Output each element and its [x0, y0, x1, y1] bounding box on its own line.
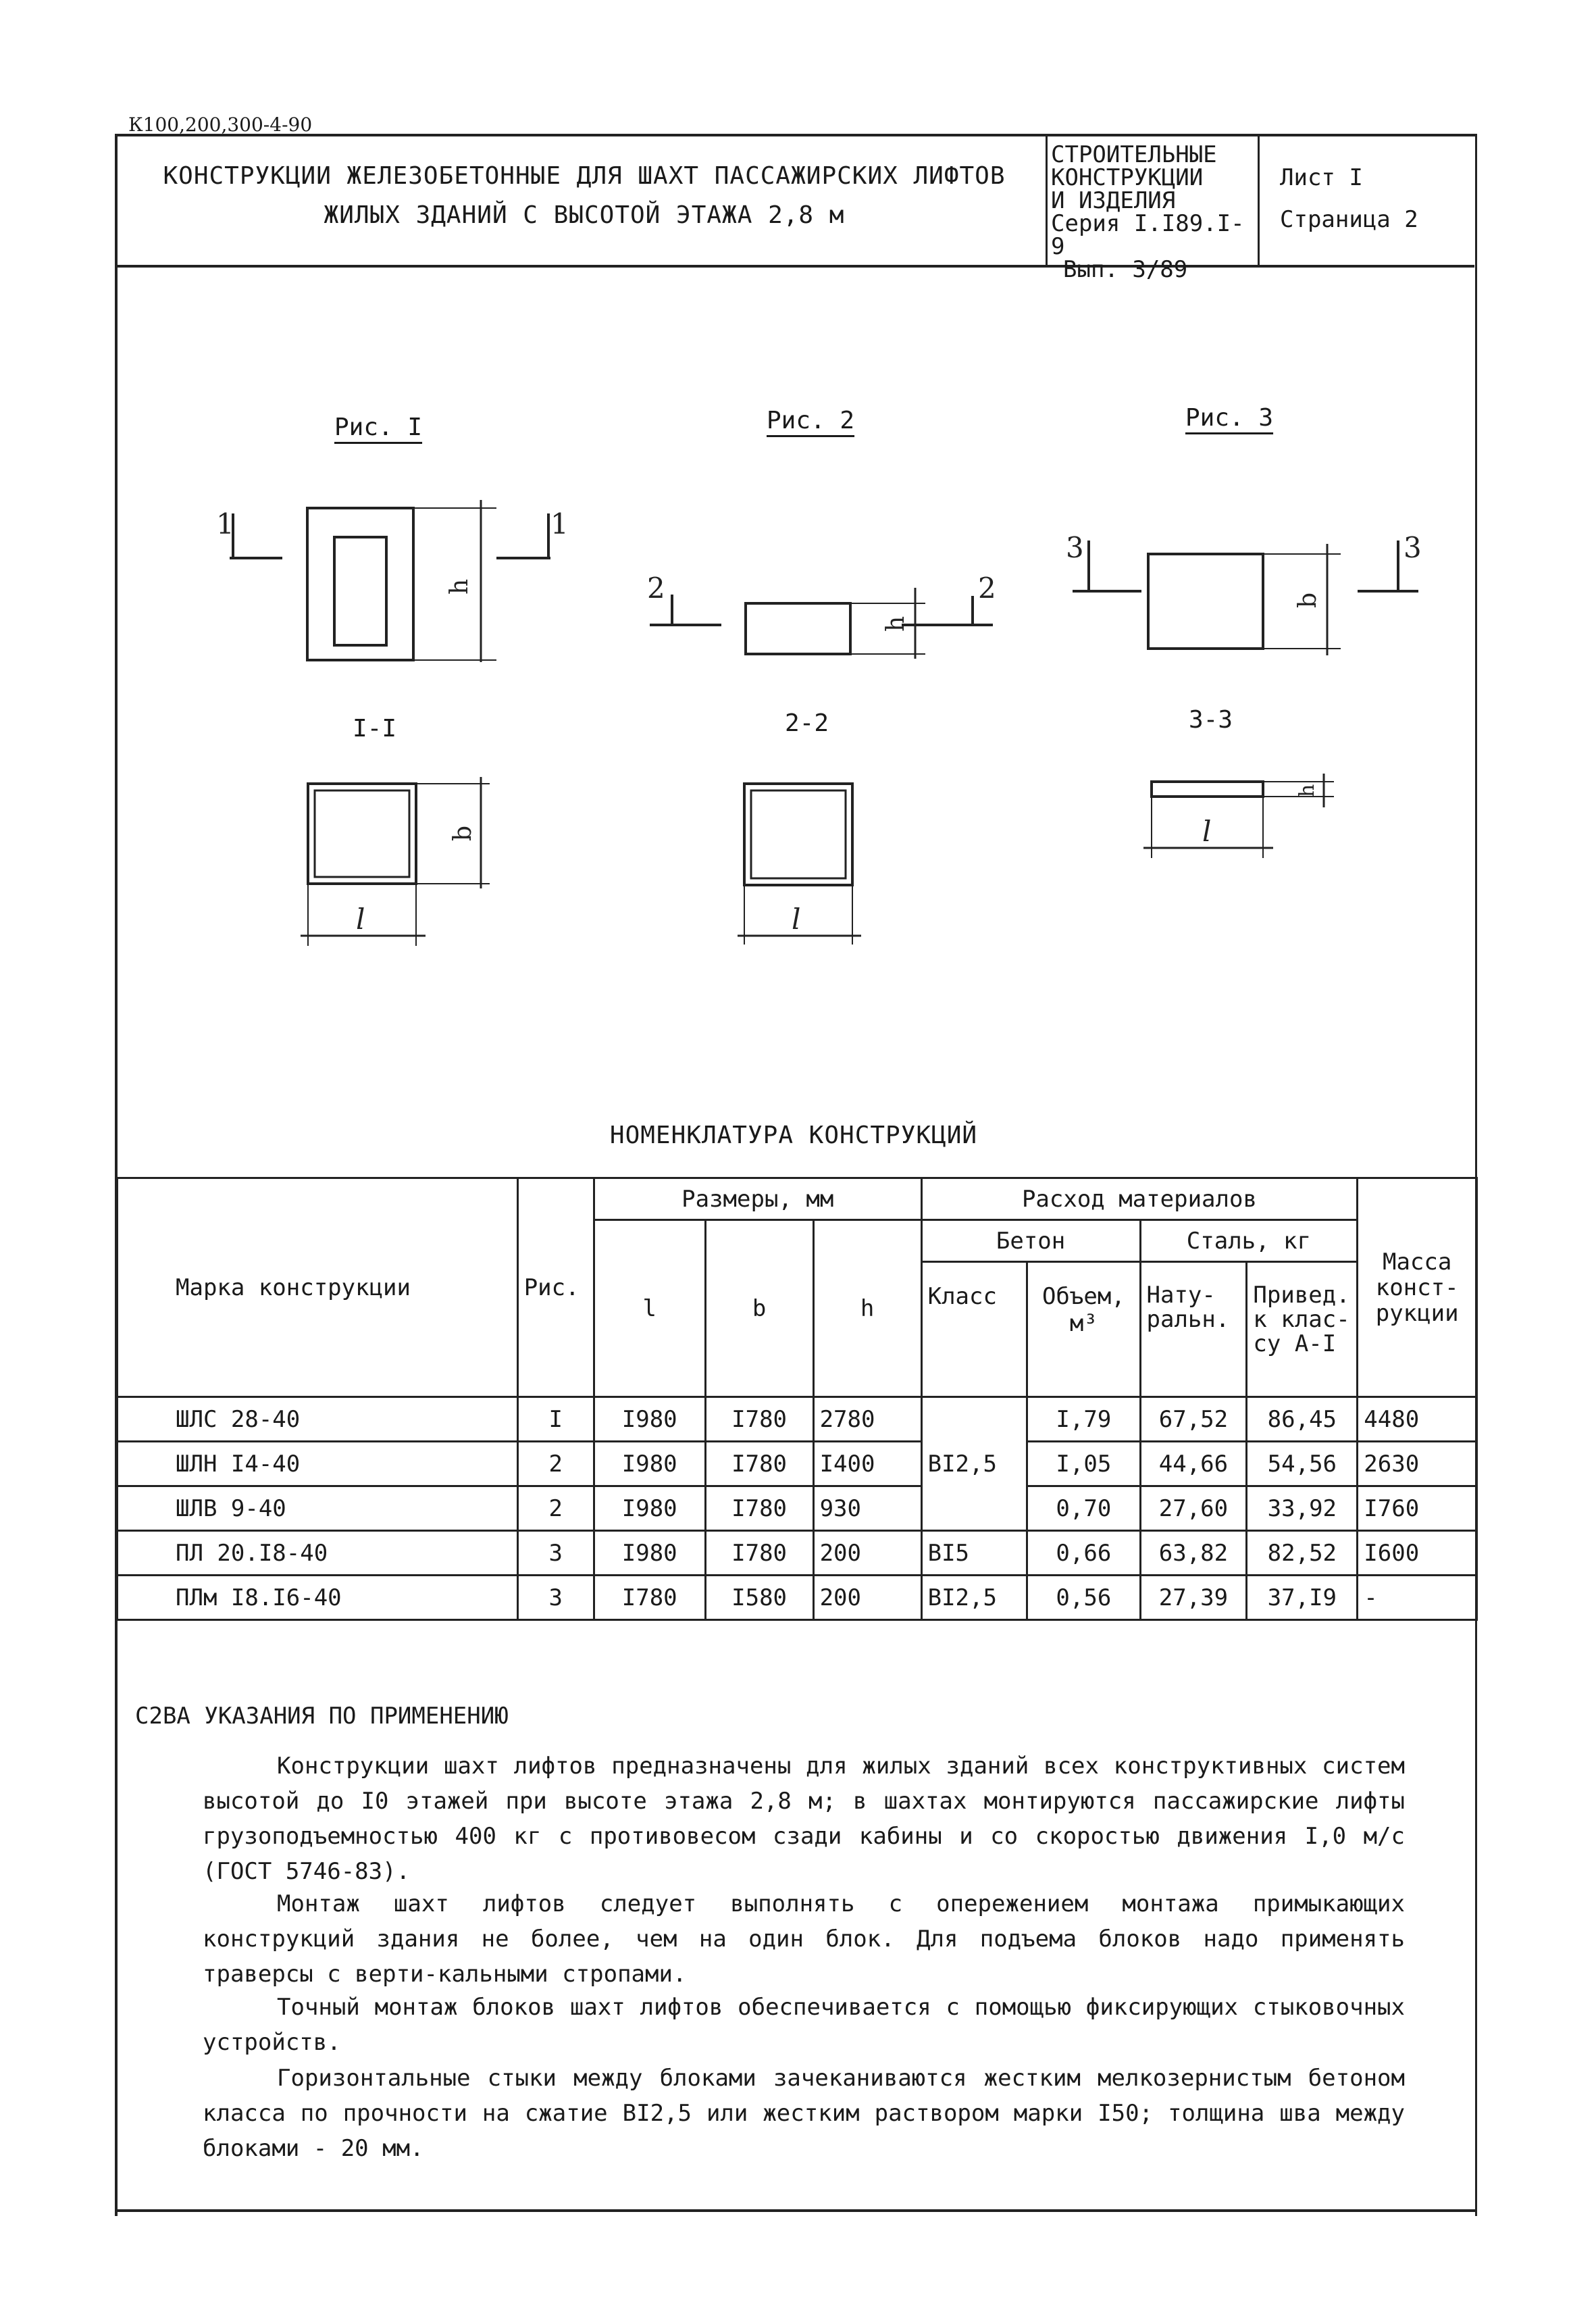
header-concrete: Бетон [921, 1220, 1140, 1262]
page-number: Страница 2 [1280, 206, 1418, 233]
cell-mass: 4480 [1358, 1397, 1477, 1442]
cell-volume: 0,56 [1027, 1576, 1140, 1620]
fig1-inner-outline [334, 537, 386, 645]
fig3-outline [1148, 554, 1263, 649]
cell-h: 930 [813, 1486, 921, 1531]
note-paragraph-2 [203, 1886, 1405, 1992]
dimension-label: h [1295, 784, 1319, 797]
cell-mark: ШЛВ 9-40 [118, 1486, 518, 1531]
cell-h: 2780 [813, 1397, 921, 1442]
figure-1-caption: Рис. I [334, 413, 423, 441]
cell-l: I980 [594, 1486, 705, 1531]
cell-class: BI2,5 [921, 1576, 1027, 1620]
nomenclature-table [116, 1177, 1478, 1621]
dimension-label: l [356, 903, 365, 936]
paragraph-rest: здания не более, чем на один блок. Для подъема блоков надо применять траверсы с верти-кальными стропами. [203, 1926, 1405, 1988]
figure-3-caption: Рис. 3 [1185, 404, 1274, 432]
table-heading: НОМЕНКЛАТУРА КОНСТРУКЦИЙ [609, 1122, 978, 1149]
header-fig: Рис. [517, 1178, 594, 1397]
cell-mark: ШЛС 28-40 [118, 1397, 518, 1442]
table-row [118, 1531, 1477, 1576]
title-line: ЖИЛЫХ ЗДАНИЙ С ВЫСОТОЙ ЭТАЖА 2,8 м [324, 201, 845, 229]
series-line: И ИЗДЕЛИЯ [1051, 187, 1176, 214]
section3-slab-outline [1152, 782, 1263, 797]
table-row [118, 1442, 1477, 1486]
cell-b: I780 [705, 1442, 813, 1486]
figure-2-caption: Рис. 2 [767, 407, 855, 434]
cell-l: I780 [594, 1576, 705, 1620]
paragraph-rest: устройств. [203, 2029, 341, 2056]
note-paragraph-1 [203, 1749, 1405, 1889]
cell-fig: 3 [517, 1531, 594, 1576]
series-line: Серия I.I89.I-9 [1051, 210, 1245, 260]
cell-steel-reduced: 82,52 [1247, 1531, 1358, 1576]
cut-mark-label: 1 [216, 507, 234, 540]
cell-class: BI5 [921, 1531, 1027, 1576]
cell-h: 200 [813, 1576, 921, 1620]
cell-b: I780 [705, 1397, 813, 1442]
cell-steel-reduced: 86,45 [1247, 1397, 1358, 1442]
document-code: К100,200,300-4-90 [128, 114, 313, 136]
section2-outer-outline [744, 784, 852, 885]
cell-steel-reduced: 37,I9 [1247, 1576, 1358, 1620]
cut-mark-label: 2 [978, 572, 996, 605]
paragraph-rest: класса по прочности на сжатие BI2,5 или жестким раствором марки I50; толщина шва между блоками - 20 мм. [203, 2100, 1405, 2162]
header-b: b [705, 1220, 813, 1397]
cell-mass: - [1358, 1576, 1477, 1620]
cell-fig: I [517, 1397, 594, 1442]
section-3-caption: 3-3 [1189, 706, 1233, 734]
cell-class: BI2,5 [921, 1397, 1027, 1531]
cell-fig: 2 [517, 1486, 594, 1531]
cut-mark-label: 1 [550, 507, 569, 540]
fig2-outline [746, 603, 850, 654]
cell-volume: I,05 [1027, 1442, 1140, 1486]
cell-steel-reduced: 54,56 [1247, 1442, 1358, 1486]
cell-steel-reduced: 33,92 [1247, 1486, 1358, 1531]
header-materials: Расход материалов [921, 1178, 1358, 1220]
cell-b: I780 [705, 1531, 813, 1576]
cell-h: I400 [813, 1442, 921, 1486]
cut-mark-label: 2 [647, 572, 665, 605]
header-steel: Сталь, кг [1140, 1220, 1358, 1262]
cell-l: I980 [594, 1531, 705, 1576]
section1-inner-outline [315, 790, 409, 877]
cell-steel-natural: 44,66 [1140, 1442, 1247, 1486]
cell-mass: I760 [1358, 1486, 1477, 1531]
paragraph-first-line: Конструкции шахт лифтов предназначены для жилых зданий всех конструктивных систем [277, 1753, 1405, 1780]
header-sizes: Размеры, мм [594, 1178, 921, 1220]
header-reduced: Привед. к клас-су А-I [1247, 1262, 1358, 1397]
dimension-label: b [449, 825, 477, 841]
dimension-label: l [1202, 815, 1212, 848]
cell-l: I980 [594, 1397, 705, 1442]
header-h: h [813, 1220, 921, 1397]
header-mass: Масса конст-рукции [1358, 1178, 1477, 1397]
table-row [118, 1397, 1477, 1442]
bottom-border [115, 2209, 1476, 2212]
title-line: КОНСТРУКЦИИ ЖЕЛЕЗОБЕТОННЫЕ ДЛЯ ШАХТ ПАССАЖИРСКИХ ЛИФТОВ [163, 162, 1006, 190]
note-paragraph-4 [203, 2061, 1405, 2166]
series-line: СТРОИТЕЛЬНЫЕ [1051, 141, 1217, 168]
cell-mark: ПЛм I8.I6-40 [118, 1576, 518, 1620]
dimension-label: l [792, 903, 801, 936]
cut-mark-label: 3 [1404, 531, 1422, 564]
sheet-number: Лист I [1280, 164, 1363, 191]
cut-mark-label: 3 [1066, 531, 1084, 564]
section-1-caption: I-I [353, 715, 397, 743]
paragraph-first-line: Точный монтаж блоков шахт лифтов обеспечивается с помощью фиксирующих стыковочных [277, 1994, 1405, 2021]
cell-steel-natural: 27,39 [1140, 1576, 1247, 1620]
header-class: Класс [921, 1262, 1027, 1397]
cell-h: 200 [813, 1531, 921, 1576]
cell-b: I580 [705, 1576, 813, 1620]
cell-volume: I,79 [1027, 1397, 1140, 1442]
cell-steel-natural: 67,52 [1140, 1397, 1247, 1442]
series-line: Вып. 3/89 [1063, 256, 1188, 283]
header-l: l [594, 1220, 705, 1397]
table-row [118, 1486, 1477, 1531]
cell-fig: 3 [517, 1576, 594, 1620]
fig1-outer-outline [307, 508, 413, 660]
dimension-label: h [446, 578, 473, 595]
cell-b: I780 [705, 1486, 813, 1531]
paragraph-first-line: Монтаж шахт лифтов следует выполнять с опережением монтажа примыкающих конструкций [203, 1890, 1405, 1953]
note-paragraph-3 [203, 1990, 1405, 2060]
cell-volume: 0,66 [1027, 1531, 1140, 1576]
cell-steel-natural: 63,82 [1140, 1531, 1247, 1576]
notes-title: С2ВА УКАЗАНИЯ ПО ПРИМЕНЕНИЮ [135, 1703, 509, 1730]
cell-mark: ШЛН I4-40 [118, 1442, 518, 1486]
cell-mass: 2630 [1358, 1442, 1477, 1486]
cell-l: I980 [594, 1442, 705, 1486]
cell-fig: 2 [517, 1442, 594, 1486]
series-line: КОНСТРУКЦИИ [1051, 164, 1204, 191]
cell-mass: I600 [1358, 1531, 1477, 1576]
table-row [118, 1576, 1477, 1620]
cell-steel-natural: 27,60 [1140, 1486, 1247, 1531]
paragraph-rest: высотой до I0 этажей при высоте этажа 2,8 м; в шахтах монтируются пассажирские лифты грузоподъемностью 400 кг с противовесом сзади кабины и со скоростью движения I,0 м/с (ГОСТ 5746-83). [203, 1788, 1405, 1885]
header-mark: Марка конструкции [118, 1178, 518, 1397]
paragraph-first-line: Горизонтальные стыки между блоками зачеканиваются жестким мелкозернистым бетоном [277, 2065, 1405, 2092]
cell-volume: 0,70 [1027, 1486, 1140, 1531]
section2-inner-outline [751, 790, 846, 878]
header-natural: Нату-ральн. [1140, 1262, 1247, 1397]
section1-outer-outline [308, 784, 416, 884]
cell-mark: ПЛ 20.I8-40 [118, 1531, 518, 1576]
header-volume: Объем, м³ [1027, 1262, 1140, 1397]
dimension-label: h [882, 615, 910, 632]
dimension-label: b [1294, 592, 1322, 608]
section-2-caption: 2-2 [785, 709, 829, 737]
